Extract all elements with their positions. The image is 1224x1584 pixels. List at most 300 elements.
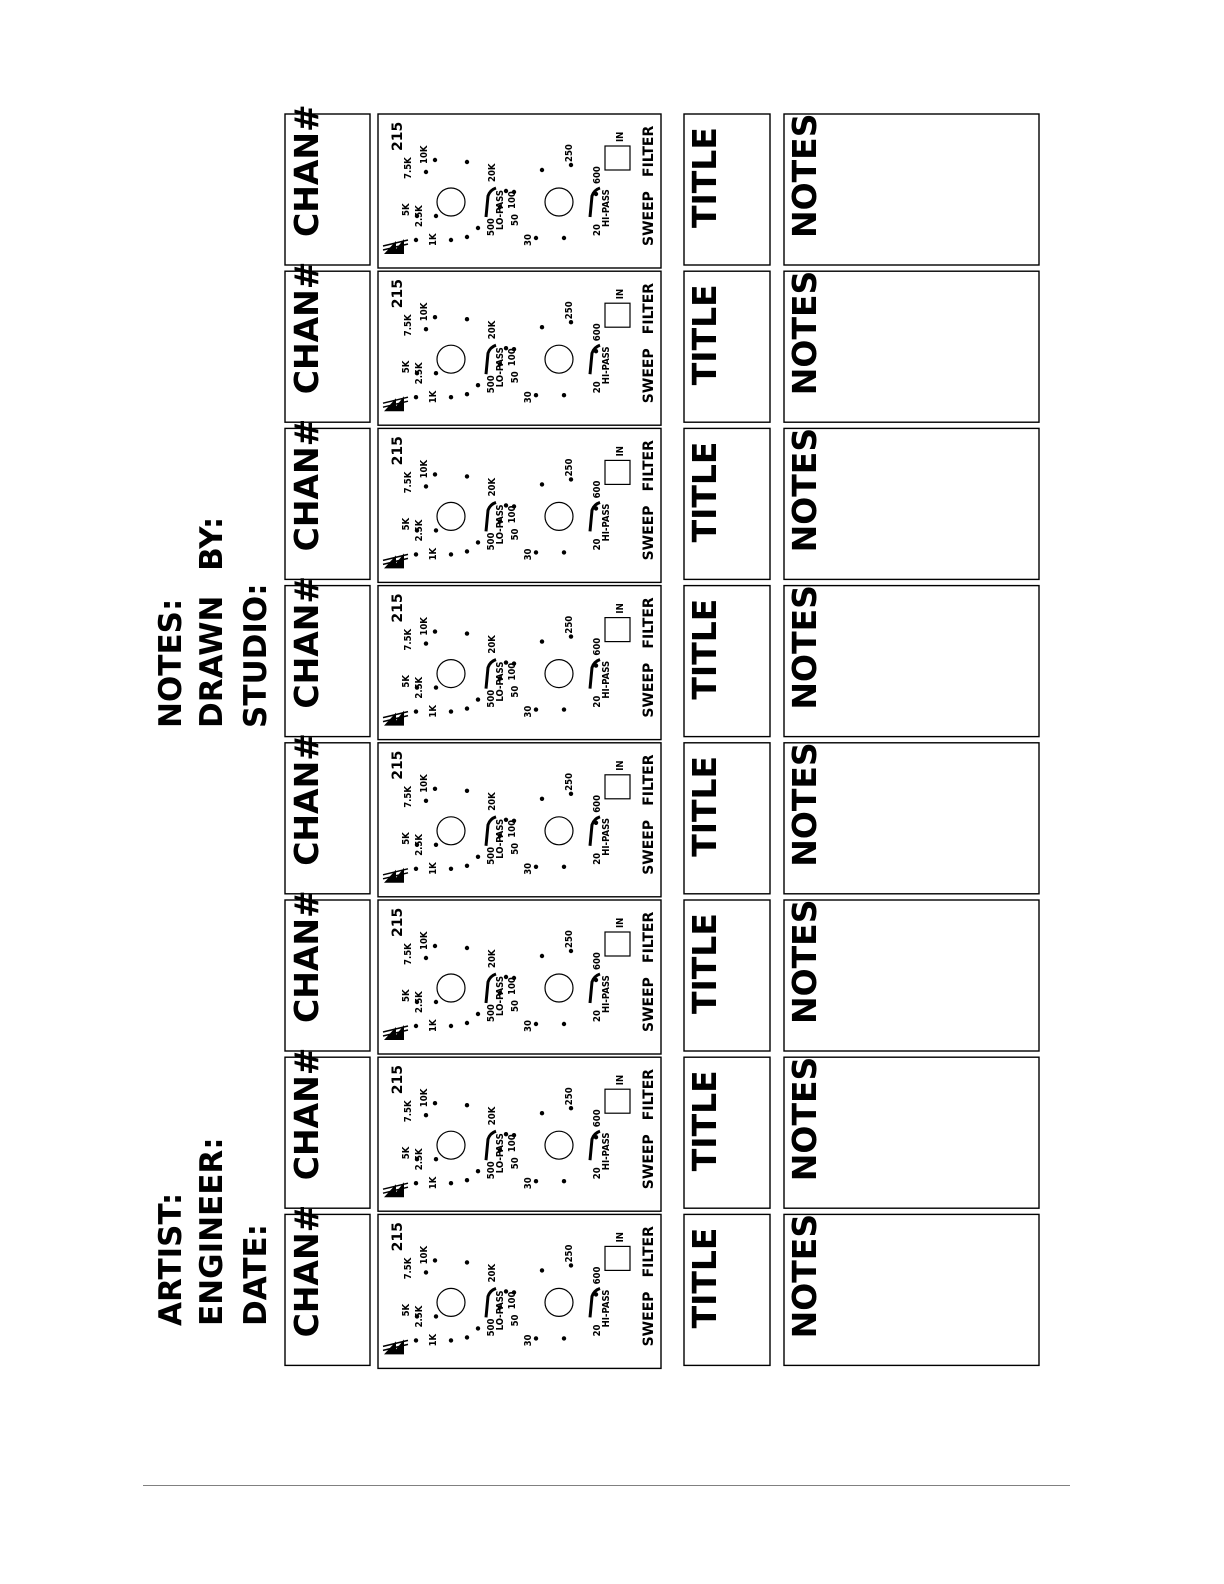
hipass-label: HI-PASS [601, 975, 612, 1013]
filter-label: FILTER [641, 754, 657, 806]
chan-label: CHAN# [287, 1047, 326, 1181]
scale-dot [569, 163, 573, 167]
freq-label: 50 [510, 685, 521, 698]
freq-label: 2.5K [414, 362, 425, 385]
scale-dot [569, 320, 573, 324]
scale-dot [562, 707, 566, 711]
freq-label: 1K [428, 1176, 439, 1190]
notes-strip-label: NOTES [785, 742, 824, 867]
filter-panel [378, 271, 661, 425]
freq-label: 7.5K [403, 628, 414, 651]
scale-dot [465, 706, 469, 710]
freq-label: 7.5K [403, 786, 414, 808]
sweep-label: SWEEP [641, 348, 657, 404]
in-label: IN [615, 1232, 626, 1243]
freq-label: 7.5K [403, 314, 414, 337]
in-label: IN [615, 1074, 626, 1086]
freq-label: 2.5K [414, 991, 425, 1013]
filter-panel [378, 1057, 661, 1211]
scale-dot [433, 1258, 437, 1262]
freq-label: 10K [419, 1088, 430, 1108]
freq-label: 20K [487, 1106, 498, 1126]
freq-label: 50 [510, 1000, 521, 1012]
model-number: 215 [390, 593, 406, 623]
freq-label: 20 [592, 1167, 603, 1180]
scale-dot [414, 1181, 418, 1185]
scale-dot [569, 792, 573, 796]
freq-label: 500 [486, 375, 497, 394]
freq-label: 2.5K [414, 519, 425, 542]
scale-dot [465, 1021, 469, 1025]
header-left [153, 1137, 274, 1326]
lopass-label: LO-PASS [495, 976, 506, 1016]
channel-strip [285, 1048, 1039, 1212]
drawn-by-label: DRAWN BY: [194, 516, 230, 728]
chan-label: CHAN# [287, 104, 326, 237]
freq-label: 20 [592, 224, 603, 236]
scale-dot [433, 944, 437, 948]
sweep-label: SWEEP [641, 191, 657, 246]
model-number: 215 [390, 907, 406, 937]
lopass-label: LO-PASS [495, 1133, 506, 1174]
freq-label: 20K [487, 949, 498, 968]
sweep-label: SWEEP [641, 662, 657, 718]
scale-dot [433, 158, 437, 162]
scale-dot [476, 855, 480, 859]
scale-dot [414, 552, 418, 556]
freq-label: 10K [419, 145, 430, 164]
sweep-label: SWEEP [641, 505, 657, 561]
sweep-label: SWEEP [641, 819, 657, 875]
freq-label: 600 [592, 952, 603, 970]
freq-label: 10K [419, 1245, 430, 1265]
title-label: TITLE [685, 755, 724, 857]
scale-dot [465, 392, 469, 396]
freq-label: 600 [592, 1109, 603, 1128]
scale-dot [534, 1179, 538, 1183]
freq-label: 2.5K [414, 205, 425, 227]
scale-dot [449, 238, 453, 242]
scale-dot [540, 168, 544, 172]
footer-rule [143, 1485, 1070, 1486]
freq-label: 20 [592, 381, 603, 394]
freq-label: 30 [523, 1020, 534, 1032]
scale-dot [465, 1178, 469, 1182]
scale-dot [476, 540, 480, 544]
scale-dot [465, 946, 469, 950]
scale-dot [434, 214, 438, 218]
filter-label: FILTER [641, 1068, 657, 1121]
freq-label: 5K [401, 989, 412, 1002]
chan-label: CHAN# [287, 890, 326, 1023]
channel-strip [285, 576, 1039, 740]
scale-dot [465, 1103, 469, 1107]
scale-dot [562, 1336, 566, 1340]
hipass-label: HI-PASS [601, 1132, 612, 1171]
model-number: 215 [390, 1222, 406, 1252]
scale-dot [569, 1106, 573, 1110]
scale-dot [540, 797, 544, 801]
notes-strip-label: NOTES [785, 427, 824, 553]
scale-dot [434, 1314, 438, 1318]
scale-dot [476, 1326, 480, 1330]
freq-label: 2.5K [414, 834, 425, 856]
freq-label: 250 [564, 1244, 575, 1263]
freq-label: 20K [487, 163, 498, 182]
scale-dot [424, 799, 428, 803]
filter-in-switch[interactable] [605, 932, 630, 956]
freq-label: 1K [428, 862, 439, 875]
scale-dot [424, 1113, 428, 1117]
scale-dot [465, 1335, 469, 1339]
scale-dot [414, 1338, 418, 1342]
freq-label: 250 [564, 144, 575, 162]
scale-dot [449, 552, 453, 556]
model-number: 215 [390, 1064, 406, 1095]
filter-label: FILTER [641, 597, 657, 649]
freq-label: 5K [401, 1303, 412, 1317]
in-label: IN [615, 917, 626, 928]
scale-dot [569, 634, 573, 638]
freq-label: 30 [523, 548, 534, 561]
title-label: TITLE [685, 441, 724, 543]
scale-dot [414, 1024, 418, 1028]
lopass-label: LO-PASS [495, 1290, 506, 1331]
notes-label: NOTES: [153, 598, 189, 728]
scale-dot [414, 709, 418, 713]
freq-label: 600 [592, 480, 603, 499]
freq-label: 100 [507, 662, 518, 681]
freq-label: 600 [592, 1266, 603, 1285]
scale-dot [562, 1022, 566, 1026]
scale-dot [534, 1022, 538, 1026]
freq-label: 1K [428, 705, 439, 718]
freq-label: 1K [428, 233, 439, 246]
scale-dot [433, 1101, 437, 1105]
freq-label: 1K [428, 1019, 439, 1032]
channel-strip [285, 1205, 1039, 1369]
sweep-label: SWEEP [641, 1291, 657, 1347]
freq-label: 10K [419, 774, 430, 793]
in-label: IN [615, 131, 626, 142]
freq-label: 10K [419, 459, 430, 479]
date-label: DATE: [238, 1223, 274, 1326]
chan-label: CHAN# [287, 261, 326, 395]
scale-dot [476, 1169, 480, 1173]
freq-label: 500 [486, 846, 497, 865]
scale-dot [534, 865, 538, 869]
scale-dot [433, 787, 437, 791]
channel-strip [285, 890, 1039, 1054]
scale-dot [562, 236, 566, 240]
freq-label: 600 [592, 794, 603, 813]
freq-label: 7.5K [403, 157, 414, 179]
filter-panel [378, 586, 661, 740]
freq-label: 100 [507, 977, 518, 995]
scale-dot [534, 393, 538, 397]
in-label: IN [615, 760, 626, 771]
freq-label: 50 [510, 528, 521, 541]
in-label: IN [615, 603, 626, 614]
scale-dot [424, 641, 428, 645]
freq-label: 20K [487, 635, 498, 654]
freq-label: 20 [592, 538, 603, 551]
scale-dot [433, 629, 437, 633]
sweep-label: SWEEP [641, 977, 657, 1032]
freq-label: 1K [428, 390, 439, 404]
freq-label: 20 [592, 695, 603, 708]
filter-in-switch[interactable] [605, 1246, 630, 1270]
freq-label: 7.5K [403, 943, 414, 965]
channel-strip [285, 104, 1039, 268]
scale-dot [562, 550, 566, 554]
freq-label: 250 [564, 458, 575, 477]
freq-label: 500 [486, 532, 497, 551]
hipass-label: HI-PASS [601, 660, 612, 699]
scale-dot [434, 371, 438, 375]
scale-dot [540, 325, 544, 329]
scale-dot [434, 1157, 438, 1161]
filter-in-switch[interactable] [605, 775, 630, 799]
scale-dot [534, 707, 538, 711]
filter-label: FILTER [641, 282, 657, 335]
scale-dot [465, 317, 469, 321]
scale-dot [465, 549, 469, 553]
scale-dot [414, 238, 418, 242]
scale-dot [434, 528, 438, 532]
filter-panel [378, 428, 661, 582]
scale-dot [534, 1336, 538, 1340]
freq-label: 250 [564, 930, 575, 948]
hipass-label: HI-PASS [601, 189, 612, 227]
filter-in-switch[interactable] [605, 303, 630, 327]
scale-dot [562, 1179, 566, 1183]
freq-label: 7.5K [403, 1257, 414, 1280]
notes-strip-label: NOTES [785, 270, 824, 396]
freq-label: 50 [510, 842, 521, 855]
scale-dot [433, 315, 437, 319]
freq-label: 5K [401, 675, 412, 688]
freq-label: 100 [507, 348, 518, 367]
hipass-label: HI-PASS [601, 1289, 612, 1328]
notes-strip-label: NOTES [785, 1213, 824, 1339]
freq-label: 500 [486, 1004, 497, 1022]
scale-dot [449, 709, 453, 713]
model-number: 215 [390, 750, 406, 780]
filter-panel [378, 743, 661, 897]
scale-dot [465, 789, 469, 793]
scale-dot [540, 482, 544, 486]
freq-label: 600 [592, 323, 603, 342]
scale-dot [434, 843, 438, 847]
freq-label: 500 [486, 689, 497, 708]
freq-label: 50 [510, 371, 521, 384]
scale-dot [476, 697, 480, 701]
scale-dot [433, 472, 437, 476]
scale-dot [434, 1000, 438, 1004]
channel-strip [285, 262, 1039, 426]
freq-label: 10K [419, 302, 430, 322]
scale-dot [465, 864, 469, 868]
filter-in-switch[interactable] [605, 618, 630, 642]
scale-dot [424, 327, 428, 331]
freq-label: 50 [510, 1314, 521, 1327]
scale-dot [449, 867, 453, 871]
channel-strips [285, 104, 1039, 1368]
lopass-label: LO-PASS [495, 818, 506, 859]
scale-dot [540, 639, 544, 643]
freq-label: 250 [564, 772, 575, 791]
scale-dot [540, 1111, 544, 1115]
filter-panel [378, 114, 661, 268]
scale-dot [540, 954, 544, 958]
scale-dot [534, 236, 538, 240]
scale-dot [424, 170, 428, 174]
freq-label: 5K [401, 517, 412, 531]
title-label: TITLE [685, 913, 724, 1014]
notes-strip-label: NOTES [785, 899, 824, 1024]
freq-label: 100 [507, 819, 518, 838]
scale-dot [569, 477, 573, 481]
model-number: 215 [390, 278, 406, 309]
header-right [153, 517, 274, 728]
filter-in-switch[interactable] [605, 1089, 630, 1113]
scale-dot [465, 160, 469, 164]
freq-label: 5K [401, 203, 412, 216]
channel-strip [285, 733, 1039, 897]
freq-label: 2.5K [414, 676, 425, 699]
freq-label: 250 [564, 615, 575, 634]
freq-label: 5K [401, 832, 412, 845]
title-label: TITLE [685, 127, 724, 228]
lopass-label: LO-PASS [495, 504, 506, 545]
studio-label: STUDIO: [238, 583, 274, 728]
title-label: TITLE [685, 284, 724, 386]
hipass-label: HI-PASS [601, 346, 612, 385]
freq-label: 2.5K [414, 1148, 425, 1171]
freq-label: 1K [428, 547, 439, 561]
freq-label: 600 [592, 166, 603, 184]
freq-label: 500 [486, 218, 497, 236]
freq-label: 100 [507, 505, 518, 524]
scale-dot [562, 393, 566, 397]
notes-strip-label: NOTES [785, 585, 824, 710]
scale-dot [449, 395, 453, 399]
chan-label: CHAN# [287, 733, 326, 866]
filter-in-switch[interactable] [605, 460, 630, 484]
scale-dot [449, 1338, 453, 1342]
scale-dot [476, 383, 480, 387]
scale-dot [424, 484, 428, 488]
freq-label: 30 [523, 234, 534, 246]
freq-label: 5K [401, 1146, 412, 1160]
hipass-label: HI-PASS [601, 818, 612, 856]
freq-label: 500 [486, 1161, 497, 1180]
chan-label: CHAN# [287, 575, 326, 709]
sweep-label: SWEEP [641, 1134, 657, 1190]
filter-in-switch[interactable] [605, 146, 630, 170]
freq-label: 30 [523, 862, 534, 875]
freq-label: 30 [523, 705, 534, 718]
scale-dot [465, 235, 469, 239]
chan-label: CHAN# [287, 418, 326, 552]
hipass-label: HI-PASS [601, 503, 612, 542]
artist-label: ARTIST: [153, 1192, 189, 1326]
freq-label: 100 [507, 191, 518, 209]
freq-label: 250 [564, 301, 575, 320]
freq-label: 20K [487, 477, 498, 497]
freq-label: 30 [523, 1334, 534, 1347]
freq-label: 30 [523, 1177, 534, 1190]
freq-label: 20 [592, 1010, 603, 1022]
scale-dot [465, 631, 469, 635]
scale-dot [534, 550, 538, 554]
filter-label: FILTER [641, 911, 657, 963]
freq-label: 7.5K [403, 471, 414, 494]
model-number: 215 [390, 121, 406, 151]
chan-label: CHAN# [287, 1204, 326, 1338]
scale-dot [569, 1263, 573, 1267]
notes-strip-label: NOTES [785, 113, 824, 238]
scale-dot [569, 949, 573, 953]
freq-label: 7.5K [403, 1100, 414, 1123]
freq-label: 1K [428, 1333, 439, 1347]
scale-dot [449, 1181, 453, 1185]
freq-label: 5K [401, 360, 412, 374]
filter-label: FILTER [641, 1226, 657, 1278]
filter-label: FILTER [641, 440, 657, 492]
lopass-label: LO-PASS [495, 347, 506, 388]
freq-label: 50 [510, 214, 521, 226]
engineer-label: ENGINEER: [194, 1137, 230, 1326]
freq-label: 10K [419, 617, 430, 636]
in-label: IN [615, 288, 626, 300]
scale-dot [424, 956, 428, 960]
filter-panel [378, 1214, 661, 1368]
model-number: 215 [390, 436, 406, 466]
title-label: TITLE [685, 1227, 724, 1329]
scale-dot [465, 1260, 469, 1264]
freq-label: 100 [507, 1291, 518, 1310]
freq-label: 20 [592, 852, 603, 865]
scale-dot [434, 685, 438, 689]
channel-strip [285, 419, 1039, 583]
freq-label: 600 [592, 637, 603, 656]
freq-label: 50 [510, 1157, 521, 1170]
notes-strip-label: NOTES [785, 1056, 824, 1182]
freq-label: 250 [564, 1087, 575, 1106]
lopass-label: LO-PASS [495, 661, 506, 702]
freq-label: 30 [523, 391, 534, 404]
title-label: TITLE [685, 1070, 724, 1172]
scale-dot [540, 1268, 544, 1272]
title-label: TITLE [685, 598, 724, 700]
freq-label: 2.5K [414, 1305, 425, 1328]
scale-dot [449, 1024, 453, 1028]
scale-dot [476, 1012, 480, 1016]
freq-label: 20K [487, 1263, 498, 1283]
scale-dot [414, 395, 418, 399]
freq-label: 20 [592, 1324, 603, 1337]
in-label: IN [615, 446, 626, 457]
scale-dot [562, 865, 566, 869]
filter-panel [378, 900, 661, 1054]
freq-label: 10K [419, 931, 430, 950]
scale-dot [414, 867, 418, 871]
lopass-label: LO-PASS [495, 190, 506, 230]
freq-label: 20K [487, 792, 498, 811]
freq-label: 20K [487, 320, 498, 340]
